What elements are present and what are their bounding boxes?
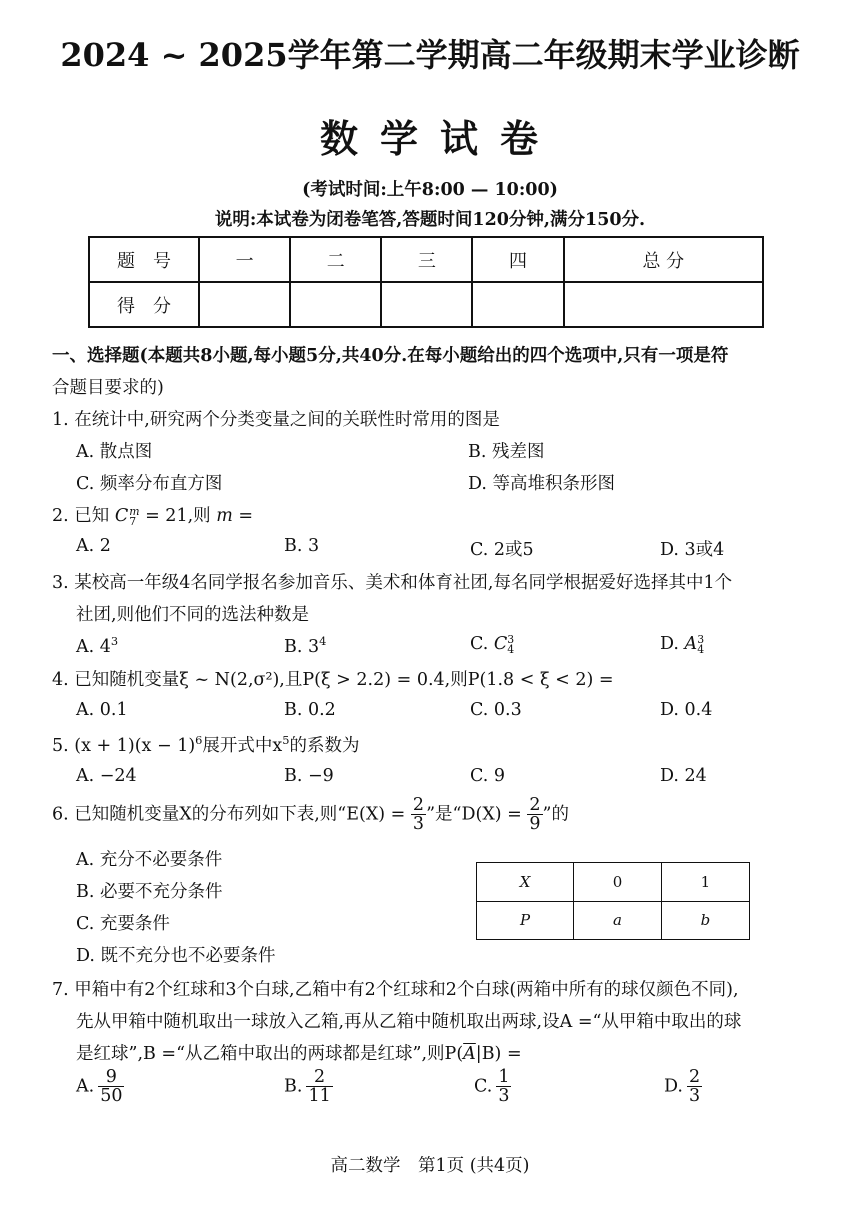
- exam-time-note: (考试时间:上午8:00 — 10:00): [302, 180, 558, 200]
- dist-cell: P: [477, 901, 574, 940]
- section1-heading-line1: 一、选择题(本题共8小题,每小题5分,共40分.在每小题给出的四个选项中,只有一项是符: [52, 346, 729, 366]
- score-table-row-label: 得 分: [89, 282, 199, 327]
- q7-option-a: A. $\frac{9}{50}$: [76, 1067, 123, 1107]
- exam-header-title: 2024 ~ 2025学年第二学期高二年级期末学业诊断: [60, 36, 800, 74]
- q6-option-a: A. 充分不必要条件: [76, 850, 223, 870]
- q7-option-c: C. $\frac{1}{3}$: [474, 1067, 510, 1107]
- score-table-header-cell: 题 号: [89, 237, 199, 282]
- q5-option-d: D. 24: [660, 766, 707, 786]
- q2-option-d: D. 3或4: [660, 540, 725, 560]
- q5-option-c: C. 9: [470, 766, 506, 786]
- q5-stem: 5. $(x + 1)(x - 1)^6$展开式中$x^5$的系数为: [52, 733, 360, 756]
- q3-stem-line1: 3. 某校高一年级4名同学报名参加音乐、美术和体育社团,每名同学根据爱好选择其中1个: [52, 573, 733, 593]
- q6-option-b: B. 必要不充分条件: [76, 882, 223, 902]
- q7-stem-line3: 是红球”,B =“从乙箱中取出的两球都是红球”,则$P(\overline{A}|B)$ =: [76, 1044, 522, 1064]
- score-table-header-cell: 三: [381, 237, 472, 282]
- q2-option-a: A. 2: [76, 536, 111, 556]
- score-table-header-cell: 一: [199, 237, 290, 282]
- q7-option-d: D. $\frac{2}{3}$: [664, 1067, 701, 1107]
- score-table: [88, 236, 764, 328]
- q3-stem-line2: 社团,则他们不同的选法种数是: [76, 605, 310, 625]
- q6-distribution-table: [476, 862, 750, 940]
- score-table-header-cell: 四: [472, 237, 563, 282]
- q1-option-a: A. 散点图: [76, 442, 153, 462]
- q3-option-a: A. $4^3$: [76, 634, 119, 657]
- q1-option-b: B. 残差图: [468, 442, 545, 462]
- score-cell[interactable]: [564, 282, 763, 327]
- q1-option-c: C. 频率分布直方图: [76, 474, 223, 494]
- q3-option-b: B. $3^4$: [284, 634, 327, 657]
- score-cell[interactable]: [199, 282, 290, 327]
- dist-cell: 0: [574, 863, 662, 902]
- q2-stem: 2. 已知 C m 7 = 21,则 m =: [52, 504, 254, 528]
- dist-cell: X: [477, 863, 574, 902]
- q3-option-c: C. C 3 4: [470, 632, 515, 656]
- exam-instruction: 说明:本试卷为闭卷笔答,答题时间120分钟,满分150分.: [214, 210, 646, 230]
- q7-option-b: B. $\frac{2}{11}$: [284, 1067, 331, 1107]
- section1-heading-line2: 合题目要求的): [52, 378, 164, 398]
- score-table-header-cell: 总 分: [564, 237, 763, 282]
- score-cell[interactable]: [381, 282, 472, 327]
- q4-option-b: B. 0.2: [284, 700, 336, 720]
- score-table-header-cell: 二: [290, 237, 381, 282]
- q1-option-d: D. 等高堆积条形图: [468, 474, 616, 494]
- q5-option-a: A. −24: [76, 766, 137, 786]
- q2-option-c: C. 2或5: [470, 540, 534, 560]
- q6-fraction-dx: $\frac{2}{9}$: [529, 795, 541, 835]
- q5-option-b: B. −9: [284, 766, 334, 786]
- q4-stem: 4. 已知随机变量ξ ~ N(2,σ²),且P(ξ > 2.2) = 0.4,则P(1.8 < ξ < 2) =: [52, 670, 614, 690]
- q7-stem-line2: 先从甲箱中随机取出一球放入乙箱,再从乙箱中随机取出两球,设A =“从甲箱中取出的球: [76, 1012, 742, 1032]
- q7-stem-line1: 7. 甲箱中有2个红球和3个白球,乙箱中有2个红球和2个白球(两箱中所有的球仅颜色不同),: [52, 980, 739, 1000]
- score-cell[interactable]: [472, 282, 563, 327]
- dist-cell: a: [574, 901, 662, 940]
- dist-cell: b: [661, 901, 749, 940]
- q1-stem: 1. 在统计中,研究两个分类变量之间的关联性时常用的图是: [52, 410, 500, 430]
- exam-subject-title: 数学试卷: [319, 116, 560, 161]
- q6-option-c: C. 充要条件: [76, 914, 170, 934]
- score-cell[interactable]: [290, 282, 381, 327]
- page-footer: 高二数学 第1页 (共4页): [330, 1156, 530, 1176]
- q4-option-a: A. 0.1: [76, 700, 128, 720]
- q2-option-b: B. 3: [284, 536, 320, 556]
- q6-option-d: D. 既不充分也不必要条件: [76, 946, 276, 966]
- q6-stem: 6. 已知随机变量X的分布列如下表,则“E(X) = $\frac{2}{3}$ ”是“D(X) = $\frac{2}{9}$ ”的: [52, 795, 569, 835]
- dist-cell: 1: [661, 863, 749, 902]
- q4-option-d: D. 0.4: [660, 700, 713, 720]
- q4-option-c: C. 0.3: [470, 700, 522, 720]
- q3-option-d: D. A 3 4: [660, 632, 705, 656]
- q6-fraction-ex: $\frac{2}{3}$: [412, 795, 425, 835]
